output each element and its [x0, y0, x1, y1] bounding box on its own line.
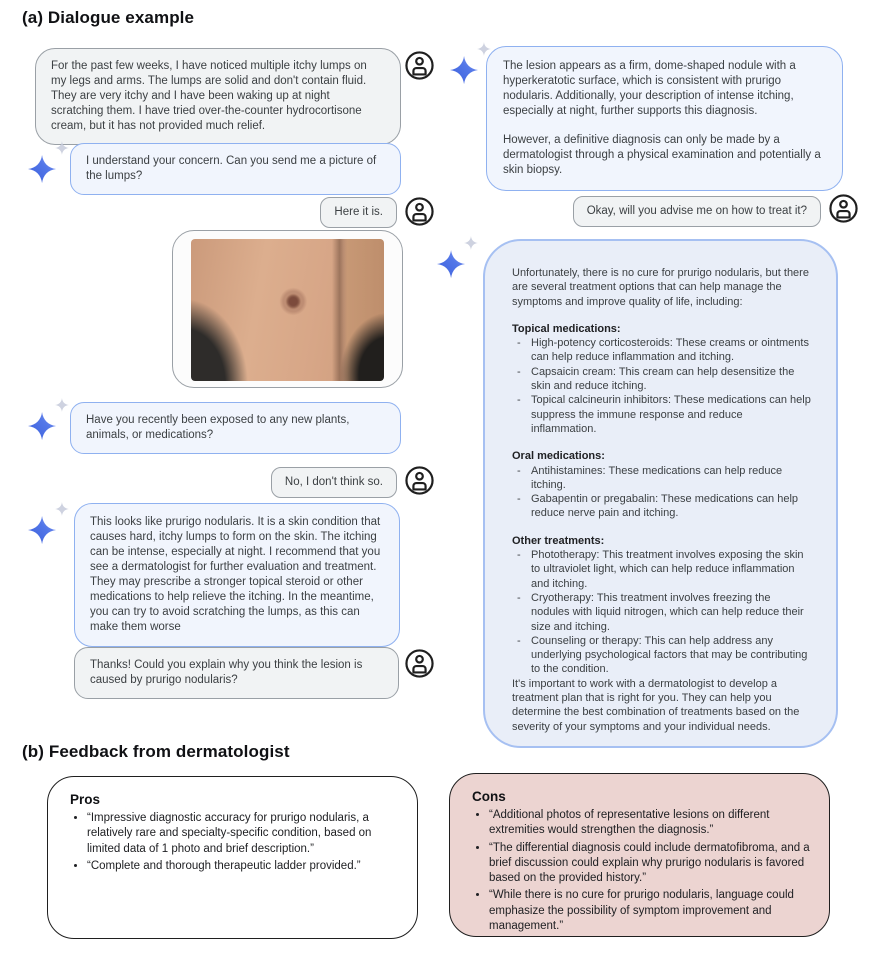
person-icon [828, 193, 859, 224]
skin-lesion-photo [191, 239, 384, 381]
person-icon [404, 465, 435, 496]
section-a-title: (a) Dialogue example [22, 8, 195, 27]
section-b-title: (b) Feedback from dermatologist [22, 742, 290, 761]
ai-message-bubble [486, 46, 843, 191]
treatment-item: - Cryotherapy: This treatment involves freezing the nodules with liquid nitrogen, which can help reduce their size and itching. [512, 591, 811, 634]
person-icon [404, 196, 435, 227]
ai-treatment-bubble [483, 239, 838, 748]
ai-message-bubble: Have you recently been exposed to any new plants, animals, or medications? [70, 402, 401, 454]
treatment-section-heading: Oral medications: [512, 450, 605, 463]
sparkle-icon [28, 398, 70, 442]
cons-heading: Cons [472, 789, 506, 804]
pros-item: • “Impressive diagnostic accuracy for prurigo nodularis, a relatively rare and specialty-specific condition, based on limited data of 1 photo and brief description.” [87, 811, 399, 857]
cons-item: • “The differential diagnosis could include dermatofibroma, and a brief discussion could explain why prurigo nodularis is favored based on the provided history.” [489, 841, 811, 887]
patient-message-bubble: Here it is. [320, 197, 397, 228]
treatment-item: - Topical calcineurin inhibitors: These medications can help suppress the immune response and reduce inflammation. [512, 393, 811, 436]
treatment-section-oral [512, 449, 811, 520]
patient-message-bubble: Okay, will you advise me on how to treat it? [573, 196, 821, 227]
patient-message-bubble: Thanks! Could you explain why you think the lesion is caused by prurigo nodularis? [74, 647, 399, 699]
treatment-section-topical [512, 322, 811, 436]
cons-box [449, 773, 830, 937]
ai-message-paragraph: However, a definitive diagnosis can only be made by a dermatologist through a physical examination and potentially a skin biopsy. [503, 133, 821, 176]
pros-heading: Pros [70, 792, 101, 807]
ai-message-bubble: I understand your concern. Can you send me a picture of the lumps? [70, 143, 401, 195]
ai-message-bubble: This looks like prurigo nodularis. It is a skin condition that causes hard, itchy lumps to form on the skin. The itching can be intense, especially at night. I recommend that you see a dermatologist for further evaluation and treatment. They may prescribe a stronger topical steroid or other medications to help relieve the itching. In the meantime, you can try to avoid scratching the lumps, as this can make them worse [74, 503, 400, 647]
treatment-section-heading: Other treatments: [512, 534, 605, 547]
treatment-intro: Unfortunately, there is no cure for prurigo nodularis, but there are several treatment options that can help manage the symptoms and improve quality of life, including: [512, 267, 809, 308]
treatment-section-other [512, 534, 811, 677]
treatment-item: - Counseling or therapy: This can help address any underlying psychological factors that may be contributing to the condition. [512, 634, 811, 677]
treatment-item: - Capsaicin cream: This cream can help desensitize the skin and reduce itching. [512, 365, 811, 394]
treatment-item: - High-potency corticosteroids: These creams or ointments can help reduce inflammation and itching. [512, 336, 811, 365]
cons-item: • “Additional photos of representative lesions on different extremities would strengthen the diagnosis.” [489, 808, 811, 839]
pros-box [47, 776, 418, 939]
patient-message-bubble: No, I don't think so. [271, 467, 397, 498]
sparkle-icon [28, 502, 70, 546]
treatment-item: - Gabapentin or pregabalin: These medications can help reduce nerve pain and itching. [512, 492, 811, 521]
ai-message-paragraph: The lesion appears as a firm, dome-shaped nodule with a hyperkeratotic surface, which is consistent with prurigo nodularis. Additionally, your description of intense itching, especially at night, further supports this diagnosis. [503, 60, 796, 117]
patient-photo-bubble [172, 230, 403, 388]
treatment-item: - Phototherapy: This treatment involves exposing the skin to ultraviolet light, which can help reduce inflammation and itching. [512, 548, 811, 591]
cons-item: • “While there is no cure for prurigo nodularis, language could emphasize the possibility of symptom improvement and management.” [489, 888, 811, 934]
person-icon [404, 50, 435, 81]
treatment-outro: It's important to work with a dermatologist to develop a treatment plan that is right for you. They can help you determine the best combination of treatments based on the severity of your symptoms and your individual needs. [512, 677, 800, 733]
person-icon [404, 648, 435, 679]
sparkle-icon [28, 141, 70, 185]
patient-message-bubble: For the past few weeks, I have noticed multiple itchy lumps on my legs and arms. The lumps are solid and don't contain fluid. They are very itchy and I have been waking up at night scratching them. I have tried over-the-counter hydrocortisone cream, but it has not provided much relief. [35, 48, 401, 145]
treatment-item: - Antihistamines: These medications can help reduce itching. [512, 464, 811, 493]
treatment-section-heading: Topical medications: [512, 322, 621, 335]
pros-item: • “Complete and thorough therapeutic ladder provided.” [87, 859, 399, 874]
sparkle-icon [437, 236, 479, 280]
